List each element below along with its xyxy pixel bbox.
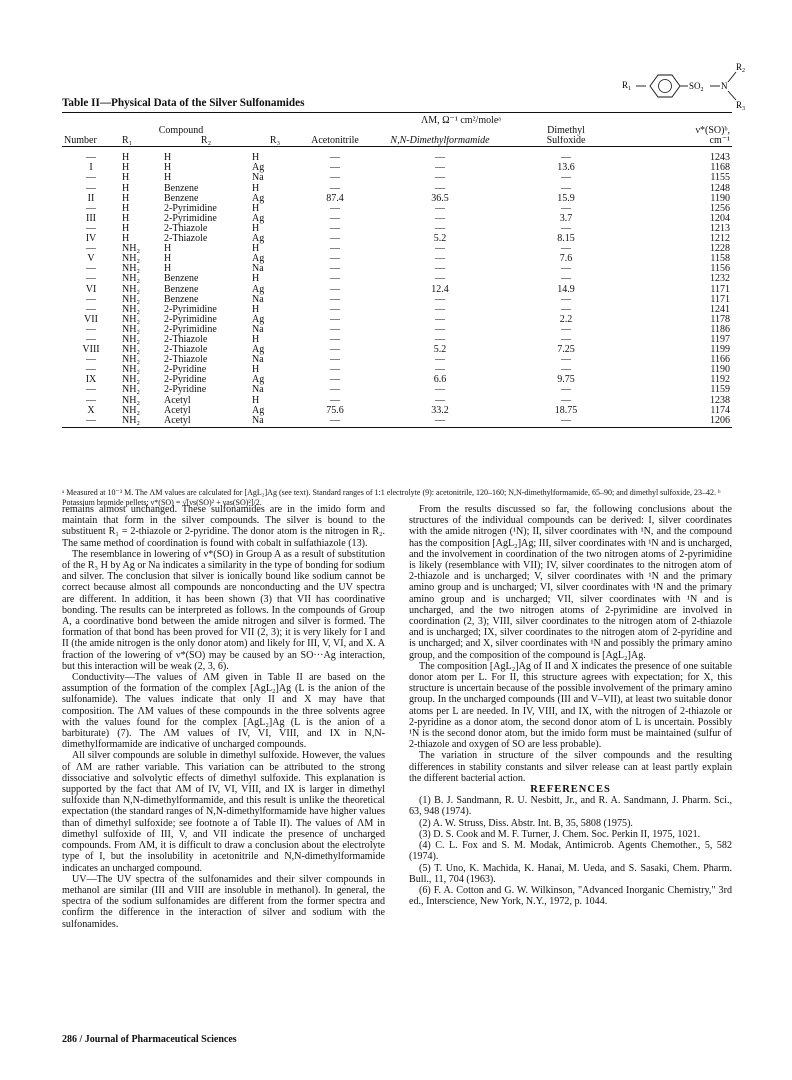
cell-acetonitrile: — bbox=[330, 163, 340, 174]
cell-number: — bbox=[86, 244, 96, 255]
reference-item: (1) B. J. Sandmann, R. U. Nesbitt, Jr., and R. A. Sandmann, J. Pharm. Sci., 63, 948 (1974). bbox=[409, 795, 732, 818]
cell-nu: 1197 bbox=[710, 334, 731, 345]
cell-acetonitrile: — bbox=[330, 355, 340, 366]
cell-number: VI bbox=[85, 284, 97, 295]
cell-r3: Ag bbox=[252, 405, 265, 416]
cell-r1: NH₂ bbox=[122, 264, 140, 275]
cell-acetonitrile: — bbox=[330, 345, 340, 356]
cell-number: II bbox=[87, 193, 95, 204]
cell-r2: 2-Pyrimidine bbox=[164, 203, 217, 214]
cell-r1: NH₂ bbox=[122, 345, 140, 356]
cell-r2: 2-Pyridine bbox=[164, 375, 207, 386]
cell-number: — bbox=[86, 152, 96, 164]
cell-r1: H bbox=[122, 163, 130, 174]
cell-acetonitrile: — bbox=[330, 284, 340, 295]
cell-dmf: — bbox=[435, 385, 445, 396]
cell-r2: 2-Thiazole bbox=[164, 223, 208, 234]
cell-r3: Na bbox=[252, 173, 264, 184]
cell-r3: Ag bbox=[252, 213, 265, 224]
cell-dmso: 14.9 bbox=[557, 284, 575, 295]
table-row bbox=[62, 416, 732, 428]
cell-r2: 2-Pyrimidine bbox=[164, 213, 217, 224]
cell-number: III bbox=[86, 213, 96, 224]
structure-r3-label: $R_3$ bbox=[736, 100, 746, 110]
cell-r3: H bbox=[252, 274, 260, 285]
benzene-ring-icon bbox=[650, 75, 680, 97]
cell-dmso: 7.25 bbox=[557, 345, 575, 356]
cell-dmf: — bbox=[435, 294, 445, 305]
paragraph: remains almost unchanged. These sulfonamides are in the imido form and maintain that form in the silver compounds. The silver is bound to the substituent R₁ = 2-thiazole or 2-pyridine. The donor atom is the nitrogen in R₂. The same method of coordination is found with cobalt in sulfathiazole (13). bbox=[62, 504, 385, 549]
cell-r1: NH₂ bbox=[122, 385, 140, 396]
cell-r1: NH₂ bbox=[122, 405, 140, 416]
cell-r1: NH₂ bbox=[122, 294, 140, 305]
table-row bbox=[62, 214, 732, 224]
cell-number: IV bbox=[85, 234, 97, 245]
cell-dmf: — bbox=[435, 152, 445, 164]
cell-dmf: 5.2 bbox=[433, 234, 447, 245]
group-header-compound: Compound bbox=[89, 126, 273, 136]
paragraph: UV—The UV spectra of the sulfonamides and their silver compounds in methanol are similar (III and VIII are insoluble in methanol). In general, the spectra of the sodium sulfonamides are different from the former spectra and confirm the difference in the interaction of silver and sodium with the sulfonamides. bbox=[62, 873, 385, 930]
cell-dmso: — bbox=[561, 152, 572, 164]
cell-number: I bbox=[89, 163, 93, 174]
cell-acetonitrile: 75.6 bbox=[326, 405, 344, 416]
cell-r3: Na bbox=[252, 324, 264, 335]
cell-r2: H bbox=[164, 254, 172, 265]
cell-r1: H bbox=[122, 173, 130, 184]
cell-number: V bbox=[87, 254, 95, 265]
left-column bbox=[62, 504, 385, 930]
cell-nu: 1199 bbox=[710, 345, 731, 356]
header-r3: R₃ bbox=[250, 136, 300, 147]
cell-acetonitrile: 87.4 bbox=[326, 193, 344, 204]
table-row bbox=[62, 274, 732, 284]
cell-dmf: — bbox=[435, 183, 445, 194]
cell-nu: 1168 bbox=[710, 163, 731, 174]
table-body bbox=[62, 147, 732, 428]
cell-nu: 1186 bbox=[710, 324, 731, 335]
cell-dmso: 9.75 bbox=[557, 375, 575, 386]
cell-acetonitrile: — bbox=[330, 264, 340, 275]
cell-r1: H bbox=[122, 183, 130, 194]
cell-acetonitrile: — bbox=[330, 314, 340, 325]
table-row bbox=[62, 396, 732, 406]
table-row bbox=[62, 355, 732, 365]
header-dmso-line2: Sulfoxide bbox=[510, 136, 622, 147]
cell-r3: H bbox=[252, 152, 260, 164]
cell-acetonitrile: — bbox=[330, 375, 340, 386]
table-row bbox=[62, 305, 732, 315]
cell-dmso: 2.2 bbox=[559, 314, 573, 325]
cell-nu: 1241 bbox=[710, 304, 731, 315]
cell-dmf: 12.4 bbox=[431, 284, 449, 295]
cell-number: — bbox=[86, 355, 96, 366]
cell-acetonitrile: — bbox=[330, 183, 340, 194]
cell-r2: 2-Pyrimidine bbox=[164, 324, 217, 335]
cell-dmso: — bbox=[561, 294, 572, 305]
table-row bbox=[62, 285, 732, 295]
header-dmso-line1: Dimethyl bbox=[547, 126, 585, 137]
cell-dmso: — bbox=[561, 334, 572, 345]
cell-r3: Na bbox=[252, 385, 264, 396]
table-row bbox=[62, 295, 732, 305]
data-table bbox=[62, 112, 732, 428]
cell-r3: H bbox=[252, 183, 260, 194]
cell-acetonitrile: — bbox=[330, 234, 340, 245]
cell-dmso: — bbox=[561, 274, 572, 285]
cell-nu: 1178 bbox=[710, 314, 731, 325]
cell-r1: NH₂ bbox=[122, 365, 140, 376]
cell-acetonitrile: — bbox=[330, 395, 340, 406]
cell-nu: 1158 bbox=[710, 254, 731, 265]
structure-r2-label: $R_2$ bbox=[736, 62, 746, 74]
table-row bbox=[62, 365, 732, 375]
table-row bbox=[62, 345, 732, 355]
cell-dmf: 33.2 bbox=[431, 405, 449, 416]
cell-r1: NH₂ bbox=[122, 324, 140, 335]
header-nu-line2: cm⁻¹ bbox=[622, 136, 732, 147]
references-heading: REFERENCES bbox=[530, 784, 611, 796]
cell-dmf: — bbox=[435, 304, 445, 315]
cell-acetonitrile: — bbox=[300, 416, 370, 428]
cell-acetonitrile: — bbox=[330, 304, 340, 315]
cell-acetonitrile: — bbox=[330, 274, 340, 285]
cell-acetonitrile: — bbox=[330, 173, 340, 184]
cell-number: — bbox=[86, 264, 96, 275]
table-row bbox=[62, 224, 732, 234]
paragraph: The resemblance in lowering of ν*(SO) in Group A as a result of substitution of the R₃ H by Ag or Na indicates a similarity in the type of bonding for sodium and silver. The conclusion that silver is ionically bound like sodium cannot be correct because almost all compounds are nonconducting and the UV spectra are different. In addition, it has been shown (3) that VII has coordinative bonding. The results can be interpreted as follows. In the compounds of Group A, a coordinative bond between the amide nitrogen and silver is formed. The formation of that bond has been proved for VII (2, 3); it is very likely for I and II (the amide nitrogen is the only donor atom) and likely for III, V, VI, and X. A fraction of the lowering of ν*(SO) may be caused by an SO···Ag interaction, but this interaction will be weak (2, 3, 6). bbox=[62, 548, 385, 672]
cell-r3: H bbox=[252, 334, 260, 345]
cell-dmf: 36.5 bbox=[431, 193, 449, 204]
header-r2: R₂ bbox=[162, 136, 250, 147]
cell-dmf: — bbox=[370, 416, 510, 428]
table-row bbox=[62, 194, 732, 204]
cell-dmso: 7.6 bbox=[559, 254, 573, 265]
cell-nu: 1156 bbox=[710, 264, 731, 275]
table-row bbox=[62, 234, 732, 244]
table-row bbox=[62, 264, 732, 274]
cell-nu: 1192 bbox=[710, 375, 731, 386]
cell-r3: H bbox=[252, 395, 260, 406]
table-row bbox=[62, 254, 732, 264]
cell-dmso: — bbox=[561, 355, 572, 366]
cell-dmso: — bbox=[561, 203, 572, 214]
cell-dmf: — bbox=[435, 274, 445, 285]
cell-number: X bbox=[87, 405, 95, 416]
cell-r1: NH₂ bbox=[122, 334, 140, 345]
cell-nu: 1159 bbox=[710, 385, 731, 396]
cell-dmso: 3.7 bbox=[559, 213, 573, 224]
cell-r1: H bbox=[122, 203, 130, 214]
cell-dmf: — bbox=[435, 254, 445, 265]
cell-dmso: — bbox=[561, 223, 572, 234]
table-row bbox=[62, 335, 732, 345]
cell-nu: 1212 bbox=[710, 234, 731, 245]
cell-r3: Ag bbox=[252, 345, 265, 356]
table-row bbox=[62, 375, 732, 385]
header-r1: R₁ bbox=[120, 136, 162, 147]
cell-r3: Ag bbox=[252, 284, 265, 295]
table-row bbox=[62, 406, 732, 416]
cell-r3: Ag bbox=[252, 193, 265, 204]
header-nu-line1: ν*(SO)ᵇ, bbox=[695, 126, 731, 137]
cell-dmf: — bbox=[435, 264, 445, 275]
cell-dmf: — bbox=[435, 395, 445, 406]
paragraph: All silver compounds are soluble in dimethyl sulfoxide. However, the values of ΛM are rather variable. This variation can be attributed to the strong dissociative and solvolytic effects of dimethyl sulfoxide. This explanation is supported by the fact that ΛM of IV, VI, VIII, and IX is larger in dimethyl sulfoxide than N,N-dimethylformamide, and this result is unlike the theoretical expectation (the standard ranges of N,N-dimethylformamide have higher values than of dimethyl sulfoxide; see footnote a of Table II). The values of ΛM in dimethyl sulfoxide of III, V, and VII indicate the presence of uncharged compounds. From ΛM, it is difficult to draw a conclusion about the electrolyte type of I, but the insolubility in acetonitrile and N,N-dimethylformamide indicates an uncharged compound. bbox=[62, 750, 385, 874]
cell-r1: H bbox=[122, 223, 130, 234]
cell-r3: Na bbox=[252, 355, 264, 366]
cell-r2: H bbox=[164, 173, 172, 184]
cell-dmso: — bbox=[561, 304, 572, 315]
group-header-lambda: ΛM, Ω⁻¹ cm²/moleᵃ bbox=[361, 115, 561, 126]
cell-dmso: — bbox=[561, 183, 572, 194]
cell-dmf: — bbox=[435, 324, 445, 335]
cell-number: VII bbox=[84, 314, 98, 325]
cell-dmf: — bbox=[435, 314, 445, 325]
table-row bbox=[62, 184, 732, 194]
cell-r1: NH₂ bbox=[122, 274, 140, 285]
table-caption: Table II—Physical Data of the Silver Sulfonamides bbox=[62, 97, 305, 109]
reference-item: (3) D. S. Cook and M. F. Turner, J. Chem. Soc. Perkin II, 1975, 1021. bbox=[419, 828, 701, 840]
cell-nu: 1174 bbox=[710, 405, 731, 416]
cell-r2: 2-Pyrimidine bbox=[164, 314, 217, 325]
table-row bbox=[62, 325, 732, 335]
cell-r3: Ag bbox=[252, 375, 265, 386]
cell-r3: H bbox=[252, 203, 260, 214]
cell-r2: Acetyl bbox=[162, 416, 250, 428]
cell-r2: Acetyl bbox=[164, 395, 191, 406]
cell-acetonitrile: — bbox=[330, 152, 340, 164]
cell-dmf: — bbox=[435, 163, 445, 174]
header-acetonitrile: Acetonitrile bbox=[300, 136, 370, 147]
cell-nu: 1248 bbox=[710, 183, 731, 194]
cell-r3: Na bbox=[250, 416, 300, 428]
cell-r2: 2-Pyridine bbox=[164, 365, 207, 376]
cell-nu: 1190 bbox=[710, 365, 731, 376]
cell-nu: 1238 bbox=[710, 395, 731, 406]
cell-number: — bbox=[86, 294, 96, 305]
cell-dmso: — bbox=[561, 385, 572, 396]
cell-acetonitrile: — bbox=[330, 254, 340, 265]
structure-n-label: N bbox=[721, 81, 728, 91]
cell-r2: 2-Thiazole bbox=[164, 234, 208, 245]
cell-nu: 1171 bbox=[710, 284, 731, 295]
cell-nu: 1232 bbox=[710, 274, 731, 285]
cell-r1: H bbox=[122, 234, 130, 245]
cell-r1: NH₂ bbox=[122, 284, 140, 295]
cell-r3: H bbox=[252, 244, 260, 255]
cell-r2: 2-Pyrimidine bbox=[164, 304, 217, 315]
reference-item: (5) T. Uno, K. Machida, K. Hanai, M. Ueda, and S. Sasaki, Chem. Pharm. Bull., 11, 704 (1963). bbox=[409, 862, 732, 885]
cell-nu: 1155 bbox=[710, 173, 731, 184]
paragraph: Conductivity—The values of ΛM given in Table II are based on the assumption of the formation of the complex [AgL₂]Ag (L is the anion of the sulfonamide). The values indicate that only II and X may have that composition. The ΛM values of these compounds in the three solvents agree with the values found for the complex [AgL₂]Ag (L is the anion of a barbiturate) (7). The ΛM values of IV, VI, VIII, and IX in N,N-dimethylformamide are indicative of uncharged compounds. bbox=[62, 672, 385, 751]
cell-r2: H bbox=[164, 264, 172, 275]
cell-dmso: — bbox=[561, 173, 572, 184]
header-number: Number bbox=[62, 136, 120, 147]
table-row bbox=[62, 163, 732, 173]
cell-dmso: 8.15 bbox=[557, 234, 575, 245]
cell-r1: NH₂ bbox=[122, 244, 140, 255]
cell-dmf: — bbox=[435, 203, 445, 214]
cell-r2: Benzene bbox=[164, 193, 199, 204]
paragraph: From the results discussed so far, the following conclusions about the structures of the individual compounds can be derived: I, silver coordinates with the amide nitrogen (¹N); II, silver coordinates with ¹N, and the compound has the composition [AgL₂]Ag; III, silver coordinates with ¹N and is uncharged, and the involvement in coordination of the two nitrogen atoms of 2-pyrimidine is likely (resemblance with VII); IV, silver coordinates to the nitrogen atom of 2-thiazole and is uncharged; V, silver coordinates with ¹N and the primary amino group and is uncharged; VI, silver coordinates with ¹N and the primary amino group and is uncharged; VII, silver coordinates with ¹N and is uncharged, and the two nitrogen atoms of 2-pyrimidine are involved in coordination (2, 3); VIII, silver coordinates to the nitrogen atom of 2-thiazole and is uncharged; IX, silver coordinates to the nitrogen atom of 2-pyridine and is uncharged; and X, silver coordinates with ¹N and possibly the primary amino group, and the composition of the compound is [AgL₂]Ag. bbox=[409, 504, 732, 661]
table-row bbox=[62, 315, 732, 325]
table-row bbox=[62, 244, 732, 254]
cell-r1: H bbox=[122, 213, 130, 224]
cell-acetonitrile: — bbox=[330, 385, 340, 396]
cell-r3: Na bbox=[252, 294, 264, 305]
table-row bbox=[62, 385, 732, 395]
table-row bbox=[62, 204, 732, 214]
table-row bbox=[62, 173, 732, 183]
cell-r2: H bbox=[164, 163, 172, 174]
cell-r3: Na bbox=[252, 264, 264, 275]
cell-r1: H bbox=[122, 193, 130, 204]
cell-nu: 1256 bbox=[710, 203, 731, 214]
cell-dmso: — bbox=[561, 365, 572, 376]
cell-dmso: — bbox=[561, 324, 572, 335]
table-footnote: ᵃ Measured at 10⁻³ M. The ΛM values are calculated for [AgL₂]Ag (see text). Standard ranges of 1:1 electrolyte (9): acetonitrile, 120–160; N,N-dimethylformamide, 65–90; and dimethyl sulfoxide, 23–42. ᵇ Potassium bromide pellets; ν*(SO) = √[νs(SO)² + νas(SO)²]/2. bbox=[62, 488, 721, 507]
cell-dmf: 6.6 bbox=[433, 375, 447, 386]
cell-dmf: — bbox=[435, 334, 445, 345]
cell-r1: NH₂ bbox=[120, 416, 162, 428]
cell-nu: 1213 bbox=[710, 223, 731, 234]
cell-dmf: — bbox=[435, 173, 445, 184]
cell-nu: 1204 bbox=[710, 213, 731, 224]
cell-number: — bbox=[86, 395, 96, 406]
cell-dmso: — bbox=[561, 264, 572, 275]
cell-acetonitrile: — bbox=[330, 203, 340, 214]
cell-acetonitrile: — bbox=[330, 244, 340, 255]
cell-r2: Benzene bbox=[164, 183, 199, 194]
cell-acetonitrile: — bbox=[330, 324, 340, 335]
cell-number: — bbox=[86, 173, 96, 184]
cell-number: — bbox=[86, 274, 96, 285]
cell-acetonitrile: — bbox=[330, 294, 340, 305]
cell-dmf: 5.2 bbox=[433, 345, 447, 356]
cell-dmf: — bbox=[435, 244, 445, 255]
cell-number: — bbox=[86, 385, 96, 396]
cell-r2: Acetyl bbox=[164, 405, 191, 416]
cell-dmf: — bbox=[435, 213, 445, 224]
cell-dmf: — bbox=[435, 355, 445, 366]
cell-r1: NH₂ bbox=[122, 375, 140, 386]
cell-dmso: 15.9 bbox=[557, 193, 575, 204]
cell-r3: Ag bbox=[252, 163, 265, 174]
cell-number: — bbox=[86, 183, 96, 194]
cell-nu: 1171 bbox=[710, 294, 731, 305]
cell-number: — bbox=[86, 203, 96, 214]
cell-number: — bbox=[86, 223, 96, 234]
cell-r3: H bbox=[252, 365, 260, 376]
structure-r1-label: $R_1$ bbox=[622, 80, 632, 92]
cell-dmf: — bbox=[435, 223, 445, 234]
paragraph: The variation in structure of the silver compounds and the resulting differences in stability constants and silver release can at least partly explain the different bacterial action. bbox=[409, 750, 732, 784]
cell-dmso: — bbox=[561, 395, 572, 406]
reference-item: (6) F. A. Cotton and G. W. Wilkinson, "Advanced Inorganic Chemistry," 3rd ed., Interscience, New York, N.Y., 1972, p. 1044. bbox=[409, 884, 732, 908]
cell-acetonitrile: — bbox=[330, 223, 340, 234]
header-dmf: N,N-Dimethylformamide bbox=[370, 136, 510, 147]
cell-r3: H bbox=[252, 304, 260, 315]
cell-nu: 1166 bbox=[710, 355, 731, 366]
cell-number: VIII bbox=[82, 345, 100, 356]
cell-r2: 2-Thiazole bbox=[164, 334, 208, 345]
cell-r2: 2-Thiazole bbox=[164, 355, 208, 366]
structure-formula bbox=[612, 58, 772, 110]
cell-r2: H bbox=[164, 152, 172, 164]
cell-r1: H bbox=[122, 152, 130, 164]
cell-number: — bbox=[86, 334, 96, 345]
cell-r1: NH₂ bbox=[122, 314, 140, 325]
cell-acetonitrile: — bbox=[330, 334, 340, 345]
cell-r3: Ag bbox=[252, 234, 265, 245]
cell-r3: Ag bbox=[252, 314, 265, 325]
cell-r2: Benzene bbox=[164, 284, 199, 295]
cell-number: IX bbox=[85, 375, 97, 386]
cell-dmso: 18.75 bbox=[554, 405, 578, 416]
cell-nu: 1228 bbox=[710, 244, 731, 255]
cell-nu: 1243 bbox=[710, 152, 731, 164]
cell-r2: 2-Pyridine bbox=[164, 385, 207, 396]
cell-dmf: — bbox=[435, 365, 445, 376]
cell-dmso: 13.6 bbox=[557, 163, 575, 174]
cell-number: — bbox=[86, 365, 96, 376]
cell-number: — bbox=[62, 416, 120, 428]
cell-r2: Benzene bbox=[164, 294, 199, 305]
cell-nu: 1190 bbox=[710, 193, 731, 204]
cell-r3: H bbox=[252, 223, 260, 234]
cell-r2: 2-Thiazole bbox=[164, 345, 208, 356]
cell-dmso: — bbox=[561, 244, 572, 255]
cell-r1: NH₂ bbox=[122, 395, 140, 406]
right-column bbox=[409, 504, 732, 907]
cell-r2: Benzene bbox=[164, 274, 199, 285]
cell-number: — bbox=[86, 324, 96, 335]
cell-acetonitrile: — bbox=[330, 365, 340, 376]
reference-item: (2) A. W. Struss, Diss. Abstr. Int. B, 35, 5808 (1975). bbox=[419, 817, 633, 829]
cell-number: — bbox=[86, 304, 96, 315]
page-footer: 286 / Journal of Pharmaceutical Sciences bbox=[62, 1034, 237, 1045]
cell-nu: 1206 bbox=[622, 416, 732, 428]
cell-r1: NH₂ bbox=[122, 304, 140, 315]
paragraph: The composition [AgL₂]Ag of II and X indicates the presence of one suitable donor atom per L. For II, this structure agrees with expectation; for X, this structure is uncertain because of the possible involvement of the primary amino group. In the uncharged compounds (III and V–VII), at least two suitable donor atoms per L are needed. In IV, VIII, and IX, with the nitrogen of 2-thiazole or 2-pyridine as a donor atom, the second donor atom of L is uncertain. Possibly ¹N is the second donor atom, but the imido form must be maintained (sulfur of 2-thiazole and oxygen of SO are less probable). bbox=[409, 660, 732, 751]
cell-r3: Ag bbox=[252, 254, 265, 265]
structure-so2-label: $SO_2$ bbox=[689, 81, 704, 93]
cell-r2: H bbox=[164, 244, 172, 255]
cell-dmso: — bbox=[510, 416, 622, 428]
reference-item: (4) C. L. Fox and S. M. Modak, Antimicrob. Agents Chemother., 5, 582 (1974). bbox=[409, 840, 732, 863]
cell-r1: NH₂ bbox=[122, 254, 140, 265]
table-row bbox=[62, 147, 732, 164]
cell-acetonitrile: — bbox=[330, 213, 340, 224]
cell-r1: NH₂ bbox=[122, 355, 140, 366]
